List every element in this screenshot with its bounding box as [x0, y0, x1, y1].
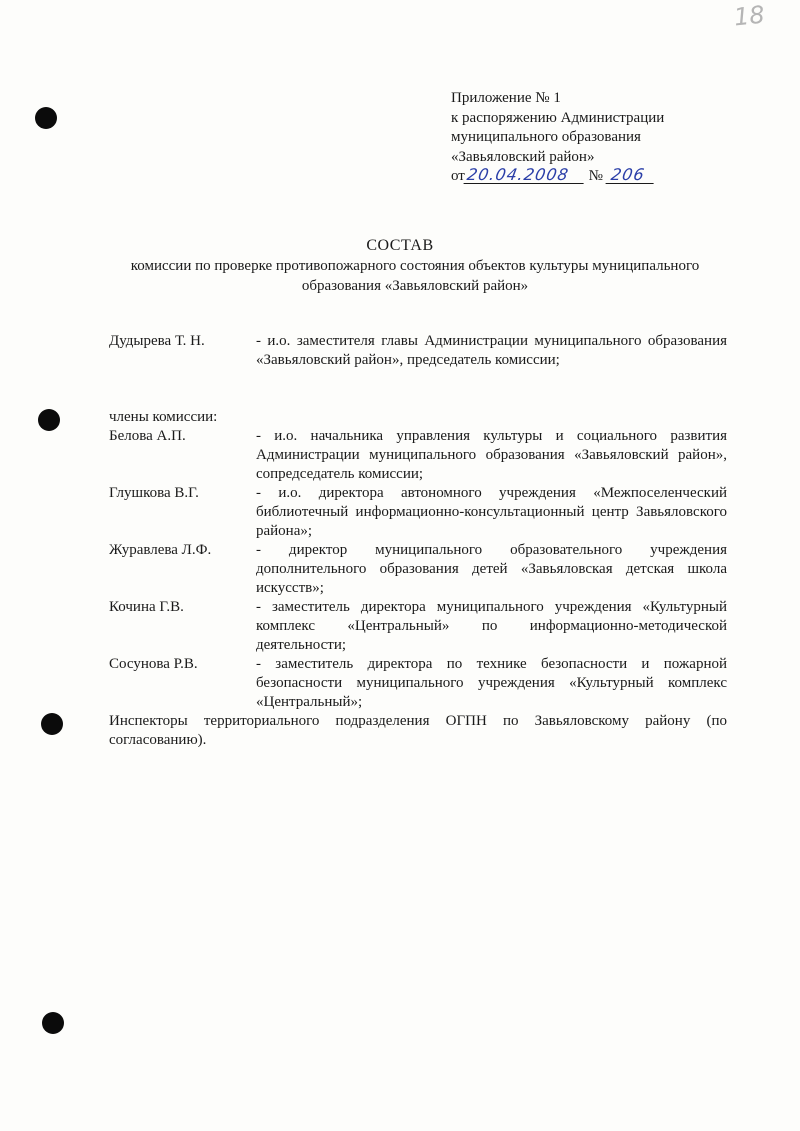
appendix-district: «Завьяловский район» [451, 148, 595, 165]
chair-role: - и.о. заместителя главы Администрации муниципального образования «Завьяловский район», председатель комиссии; [256, 333, 727, 368]
member-name: Журавлева Л.Ф. [109, 542, 212, 558]
member-row [109, 655, 727, 712]
member-role: - и.о. директора автономного учреждения «Межпоселенческий библиотечный информационно-консультационный центр Завьяловского района»; [256, 485, 727, 539]
member-role: - заместитель директора муниципального учреждения «Культурный комплекс «Центральный» по информационно-методической деятельности; [256, 599, 727, 653]
member-name: Белова А.П. [109, 428, 186, 444]
number-prefix: № [588, 168, 603, 184]
chair-row [109, 332, 727, 370]
document-title: СОСТАВ [366, 237, 434, 254]
appendix-municipality: муниципального образования [451, 129, 641, 145]
punch-hole [38, 409, 60, 431]
member-role: - директор муниципального образовательного учреждения дополнительного образования детей «Завьяловская детская школа искусств»; [256, 542, 727, 596]
member-row [109, 427, 727, 484]
document-subtitle: комиссии по проверке противопожарного состояния объектов культуры муниципального образования «Завьяловский район» [130, 258, 700, 294]
appendix-number: Приложение № 1 [451, 90, 561, 106]
handwritten-page-number: 18 [732, 0, 766, 32]
punch-hole [41, 713, 63, 735]
member-name: Кочина Г.В. [109, 599, 184, 615]
punch-hole [42, 1012, 64, 1034]
commission-roster [109, 332, 727, 750]
appendix-header [451, 89, 751, 187]
handwritten-date: 20.04.2008 [463, 167, 586, 184]
member-name: Глушкова В.Г. [109, 485, 199, 501]
members-label: члены комиссии: [109, 409, 218, 425]
member-row [109, 541, 727, 598]
appendix-order-ref: к распоряжению Администрации [451, 109, 665, 126]
member-role: - и.о. начальника управления культуры и социального развития Администрации муниципального образования «Завьяловский район», сопредседатель комиссии; [256, 428, 727, 482]
appendix-date-line [451, 167, 751, 187]
date-prefix: от [451, 168, 465, 184]
chair-name: Дудырева Т. Н. [109, 333, 205, 349]
member-name: Сосунова Р.В. [109, 656, 198, 672]
member-role: - заместитель директора по технике безопасности и пожарной безопасности муниципального учреждения «Культурный комплекс «Центральный»; [256, 656, 727, 710]
member-row [109, 598, 727, 655]
punch-hole [35, 107, 57, 129]
handwritten-number: 206 [605, 167, 656, 184]
inspectors-note: Инспекторы территориального подразделения ОГПН по Завьяловскому району (по согласованию). [109, 713, 727, 748]
member-row [109, 484, 727, 541]
